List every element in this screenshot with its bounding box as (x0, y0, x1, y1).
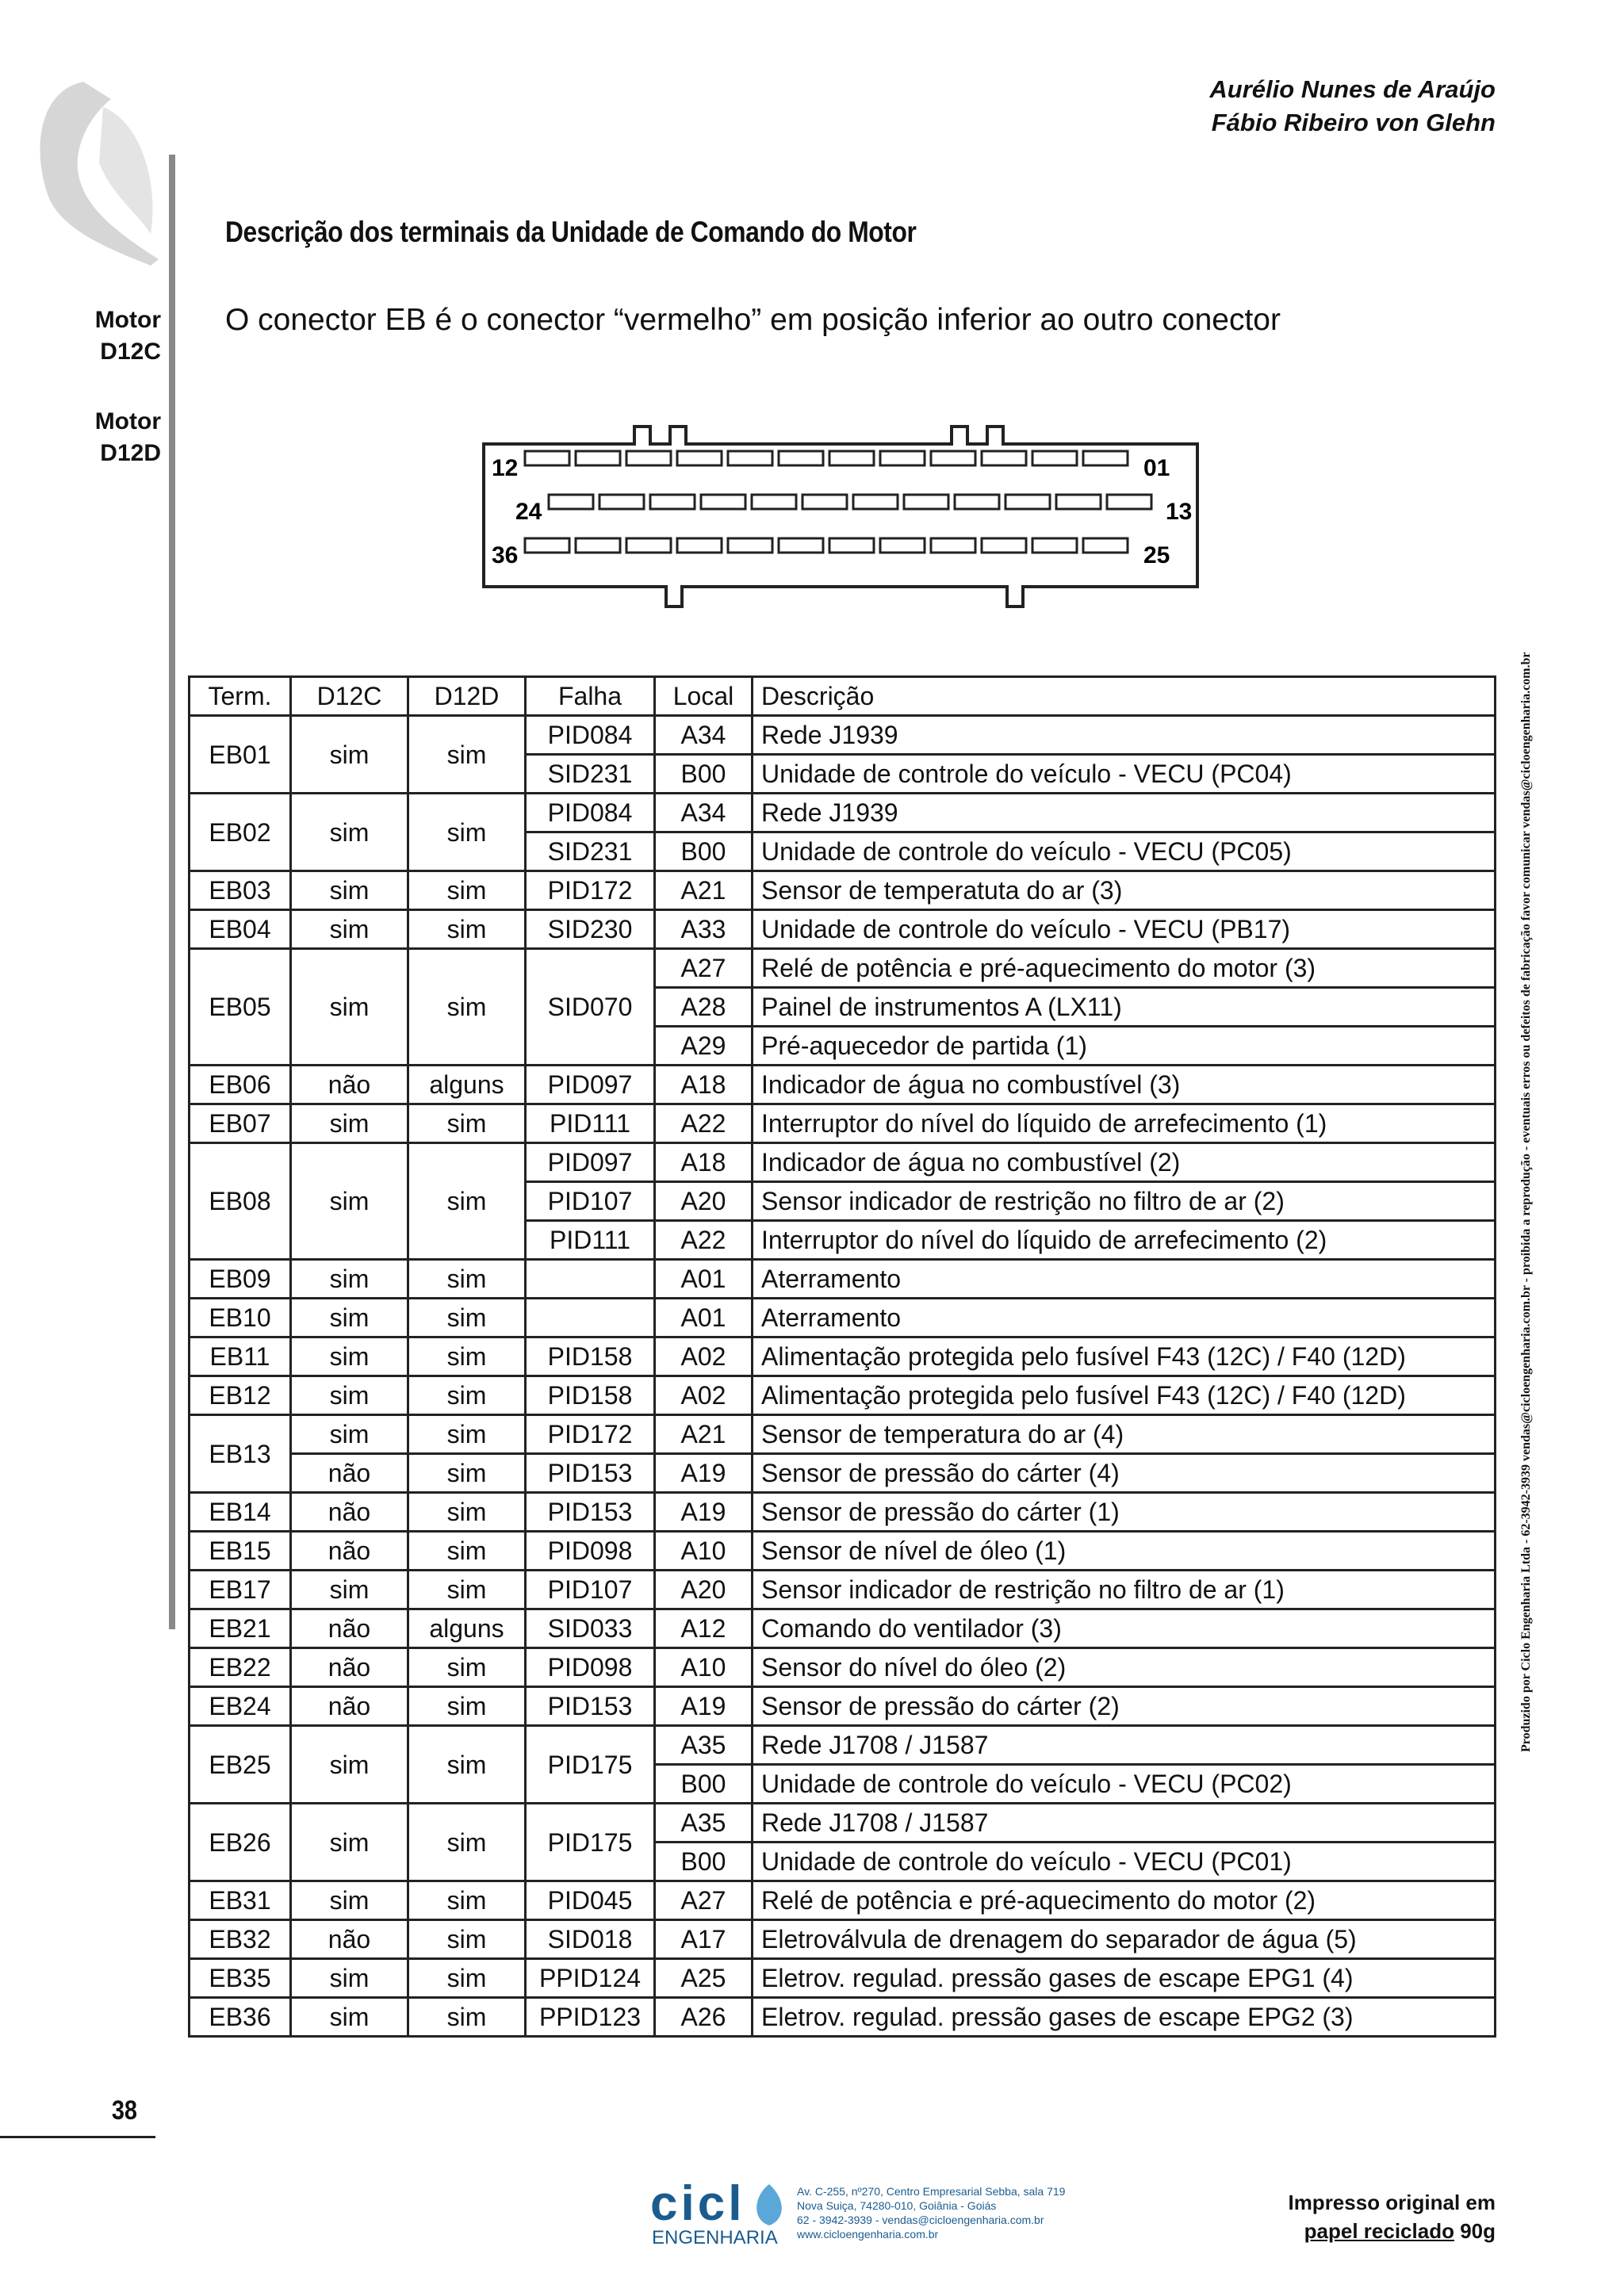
cell-falha: PID084 (526, 794, 655, 832)
column-header: D12D (408, 677, 526, 716)
cell-description: Sensor do nível do óleo (2) (753, 1648, 1496, 1687)
table-row (190, 1337, 1496, 1376)
address-line: www.cicloengenharia.com.br (797, 2228, 939, 2241)
column-header: Term. (190, 677, 291, 716)
pin-label: 36 (492, 542, 519, 568)
pin-slot (931, 538, 975, 553)
cell-d12c: sim (291, 1260, 408, 1299)
cell-description: Sensor de pressão do cárter (1) (753, 1493, 1496, 1532)
cell-local: B00 (655, 832, 753, 871)
cell-falha: PPID124 (526, 1959, 655, 1998)
cell-d12d: sim (408, 910, 526, 949)
table-row (190, 949, 1496, 988)
cell-d12d: sim (408, 1493, 526, 1532)
cell-local: A02 (655, 1337, 753, 1376)
cell-d12c: sim (291, 1337, 408, 1376)
margin-bar (169, 155, 175, 1629)
logo-subtext: ENGENHARIA (652, 2227, 778, 2248)
cell-term: EB07 (190, 1104, 291, 1143)
terminal-table (188, 675, 1496, 2038)
pin-slot (880, 538, 925, 553)
table-row (190, 1143, 1496, 1182)
cell-term: EB06 (190, 1066, 291, 1104)
cell-term: EB10 (190, 1299, 291, 1337)
cell-d12d: sim (408, 1104, 526, 1143)
cell-term: EB08 (190, 1143, 291, 1260)
cell-d12d: sim (408, 1454, 526, 1493)
page-number: 38 (111, 2095, 137, 2126)
cell-local: A35 (655, 1804, 753, 1843)
cell-falha: PID111 (526, 1221, 655, 1260)
table-row (190, 1687, 1496, 1726)
table-row (190, 1532, 1496, 1571)
cell-term: EB05 (190, 949, 291, 1066)
cell-term: EB04 (190, 910, 291, 949)
cell-term: EB13 (190, 1415, 291, 1493)
cell-falha: PID175 (526, 1804, 655, 1881)
table-row (190, 1609, 1496, 1648)
cell-d12d: alguns (408, 1066, 526, 1104)
cell-d12d: sim (408, 794, 526, 871)
cell-d12c: não (291, 1648, 408, 1687)
address-line: Av. C-255, nº270, Centro Empresarial Sebba, sala 719 (797, 2185, 1066, 2198)
printed-note (1288, 2188, 1496, 2245)
pin-slot (677, 538, 722, 553)
pin-slot (701, 495, 745, 509)
pin-slot (1107, 495, 1151, 509)
cell-description: Eletrov. regulad. pressão gases de escape EPG2 (3) (753, 1998, 1496, 2037)
pin-slot (525, 451, 569, 465)
cell-d12c: não (291, 1920, 408, 1959)
cell-description: Unidade de controle do veículo - VECU (PC01) (753, 1843, 1496, 1881)
cell-term: EB17 (190, 1571, 291, 1609)
pin-slot (904, 495, 948, 509)
pin-slot (779, 451, 823, 465)
cell-d12c: sim (291, 1804, 408, 1881)
cell-d12c: sim (291, 1571, 408, 1609)
cell-term: EB26 (190, 1804, 291, 1881)
decorative-logo-shape (24, 75, 167, 274)
table-row (190, 1299, 1496, 1337)
printed-line-1: Impresso original em (1288, 2191, 1496, 2214)
cell-falha: PID153 (526, 1687, 655, 1726)
table-header-row (190, 677, 1496, 716)
cell-local: B00 (655, 1765, 753, 1804)
table-row (190, 716, 1496, 755)
cell-description: Alimentação protegida pelo fusível F43 (12C) / F40 (12D) (753, 1376, 1496, 1415)
cell-local: A19 (655, 1454, 753, 1493)
cell-term: EB02 (190, 794, 291, 871)
pin-slot (576, 451, 620, 465)
cell-falha: SID070 (526, 949, 655, 1066)
cell-falha (526, 1260, 655, 1299)
cell-local: A12 (655, 1609, 753, 1648)
table-row (190, 1260, 1496, 1299)
cell-d12c: sim (291, 1143, 408, 1260)
pin-slot (626, 538, 671, 553)
pin-label: 13 (1166, 499, 1193, 525)
page-title: Descrição dos terminais da Unidade de Comando do Motor (225, 216, 917, 248)
pin-slot (752, 495, 796, 509)
cell-term: EB21 (190, 1609, 291, 1648)
pin-slot (650, 495, 695, 509)
cell-d12c: sim (291, 1959, 408, 1998)
address-line: Nova Suiça, 74280-010, Goiânia - Goiás (797, 2199, 997, 2212)
cell-falha: PID175 (526, 1726, 655, 1804)
cell-d12c: não (291, 1454, 408, 1493)
cell-description: Unidade de controle do veículo - VECU (PC05) (753, 832, 1496, 871)
cell-d12c: não (291, 1493, 408, 1532)
cell-description: Interruptor do nível do líquido de arrefecimento (1) (753, 1104, 1496, 1143)
cell-local: A18 (655, 1066, 753, 1104)
cell-falha: PID111 (526, 1104, 655, 1143)
cell-description: Unidade de controle do veículo - VECU (PC02) (753, 1765, 1496, 1804)
pin-slot (677, 451, 722, 465)
pin-slot (802, 495, 847, 509)
cell-falha: PID158 (526, 1337, 655, 1376)
cell-falha: PID097 (526, 1143, 655, 1182)
pin-slot (1005, 495, 1050, 509)
cell-description: Interruptor do nível do líquido de arrefecimento (2) (753, 1221, 1496, 1260)
cell-d12d: sim (408, 1376, 526, 1415)
printed-rest: 90g (1454, 2219, 1496, 2243)
subtitle: O conector EB é o conector “vermelho” em posição inferior ao outro conector (225, 303, 1281, 337)
cell-d12d: sim (408, 949, 526, 1066)
printed-underlined: papel reciclado (1304, 2219, 1454, 2243)
ciclo-logo-icon (650, 2176, 793, 2248)
connector-diagram (476, 420, 1205, 614)
cell-d12d: sim (408, 1881, 526, 1920)
table-row (190, 1104, 1496, 1143)
pin-slot (982, 451, 1026, 465)
cell-description: Alimentação protegida pelo fusível F43 (12C) / F40 (12D) (753, 1337, 1496, 1376)
cell-d12d: sim (408, 1260, 526, 1299)
cell-local: A22 (655, 1221, 753, 1260)
pin-slot (853, 495, 898, 509)
cell-description: Rede J1939 (753, 716, 1496, 755)
cell-falha: PID098 (526, 1532, 655, 1571)
pin-slot (779, 538, 823, 553)
cell-term: EB22 (190, 1648, 291, 1687)
cell-local: A22 (655, 1104, 753, 1143)
logo-text: cicl (650, 2176, 745, 2231)
column-header: D12C (291, 677, 408, 716)
cell-description: Eletrov. regulad. pressão gases de escape EPG1 (4) (753, 1959, 1496, 1998)
cell-d12c: sim (291, 1415, 408, 1454)
cell-description: Sensor de temperatura do ar (4) (753, 1415, 1496, 1454)
cell-local: A20 (655, 1571, 753, 1609)
cell-d12c: sim (291, 1726, 408, 1804)
cell-description: Sensor de temperatuta do ar (3) (753, 871, 1496, 910)
cell-description: Indicador de água no combustível (2) (753, 1143, 1496, 1182)
cell-local: A33 (655, 910, 753, 949)
column-header: Local (655, 677, 753, 716)
pin-slot (829, 538, 874, 553)
cell-term: EB12 (190, 1376, 291, 1415)
cell-description: Painel de instrumentos A (LX11) (753, 988, 1496, 1027)
cell-local: A18 (655, 1143, 753, 1182)
author-1: Aurélio Nunes de Araújo (1209, 75, 1496, 103)
cell-falha: SID231 (526, 755, 655, 794)
cell-description: Sensor indicador de restrição no filtro de ar (1) (753, 1571, 1496, 1609)
cell-falha: SID230 (526, 910, 655, 949)
cell-d12c: sim (291, 1104, 408, 1143)
cell-term: EB32 (190, 1920, 291, 1959)
cell-term: EB14 (190, 1493, 291, 1532)
cell-description: Rede J1708 / J1587 (753, 1726, 1496, 1765)
cell-d12d: sim (408, 1804, 526, 1881)
motor-label-d12c (95, 304, 161, 368)
table-row (190, 910, 1496, 949)
cell-description: Unidade de controle do veículo - VECU (PC04) (753, 755, 1496, 794)
cell-local: A27 (655, 949, 753, 988)
cell-local: A17 (655, 1920, 753, 1959)
cell-d12c: sim (291, 794, 408, 871)
cell-falha: PID172 (526, 1415, 655, 1454)
cell-d12d: sim (408, 1648, 526, 1687)
pin-slot (1056, 495, 1101, 509)
cell-d12c: sim (291, 1998, 408, 2037)
cell-description: Aterramento (753, 1260, 1496, 1299)
pin-slot (1032, 451, 1077, 465)
cell-description: Sensor de pressão do cárter (4) (753, 1454, 1496, 1493)
cell-term: EB01 (190, 716, 291, 794)
cell-description: Sensor indicador de restrição no filtro de ar (2) (753, 1182, 1496, 1221)
pin-slot (525, 538, 569, 553)
cell-d12c: sim (291, 1299, 408, 1337)
cell-d12c: sim (291, 1376, 408, 1415)
cell-term: EB11 (190, 1337, 291, 1376)
cell-d12d: sim (408, 1337, 526, 1376)
cell-description: Rede J1708 / J1587 (753, 1804, 1496, 1843)
table-row (190, 1571, 1496, 1609)
cell-local: A01 (655, 1299, 753, 1337)
cell-d12d: sim (408, 1571, 526, 1609)
cell-description: Aterramento (753, 1299, 1496, 1337)
cell-description: Pré-aquecedor de partida (1) (753, 1027, 1496, 1066)
cell-d12d: sim (408, 1532, 526, 1571)
cell-local: B00 (655, 755, 753, 794)
cell-local: A10 (655, 1532, 753, 1571)
cell-description: Eletroválvula de drenagem do separador de água (5) (753, 1920, 1496, 1959)
footer-address (797, 2184, 1065, 2241)
cell-d12c: sim (291, 1881, 408, 1920)
cell-falha: PID107 (526, 1571, 655, 1609)
cell-description: Rede J1939 (753, 794, 1496, 832)
cell-term: EB25 (190, 1726, 291, 1804)
cell-d12c: sim (291, 910, 408, 949)
cell-local: A21 (655, 1415, 753, 1454)
cell-d12d: sim (408, 1998, 526, 2037)
cell-d12d: sim (408, 1415, 526, 1454)
column-header: Descrição (753, 677, 1496, 716)
pin-slot (955, 495, 999, 509)
cell-term: EB31 (190, 1881, 291, 1920)
pin-slot (1083, 538, 1128, 553)
motor-label-line: Motor (94, 408, 161, 434)
cell-falha: PID172 (526, 871, 655, 910)
pin-label: 01 (1143, 455, 1170, 481)
connector-slots (525, 451, 1151, 553)
cell-local: A02 (655, 1376, 753, 1415)
table-row (190, 1959, 1496, 1998)
pin-slot (549, 495, 593, 509)
cell-local: A19 (655, 1687, 753, 1726)
table-row (190, 1454, 1496, 1493)
cell-falha: SID018 (526, 1920, 655, 1959)
cell-falha: PID045 (526, 1881, 655, 1920)
side-copyright-note: Produzido por Ciclo Engenharia Ltda - 62-3942-3939 vendas@cicloengenharia.com.br - proibida a reprodução - eventuais erros ou defeitos de fabricação favor comunicar vendas@cicloengenharia.com.br (1519, 652, 1533, 1752)
cell-description: Unidade de controle do veículo - VECU (PB17) (753, 910, 1496, 949)
table-row (190, 1998, 1496, 2037)
cell-falha: PPID123 (526, 1998, 655, 2037)
address-line: 62 - 3942-3939 - vendas@cicloengenharia.com.br (797, 2214, 1044, 2226)
pin-label: 25 (1143, 542, 1170, 568)
cell-description: Relé de potência e pré-aquecimento do motor (3) (753, 949, 1496, 988)
table-body (190, 716, 1496, 2037)
pin-slot (931, 451, 975, 465)
pin-slot (728, 538, 772, 553)
table-row (190, 1415, 1496, 1454)
cell-local: A27 (655, 1881, 753, 1920)
cell-local: B00 (655, 1843, 753, 1881)
cell-d12d: alguns (408, 1609, 526, 1648)
cell-local: A10 (655, 1648, 753, 1687)
footer-logo (650, 2176, 793, 2252)
cell-local: A29 (655, 1027, 753, 1066)
cell-d12d: sim (408, 1726, 526, 1804)
table-row (190, 1804, 1496, 1843)
pin-slot (728, 451, 772, 465)
cell-falha: PID098 (526, 1648, 655, 1687)
cell-term: EB09 (190, 1260, 291, 1299)
cell-falha (526, 1299, 655, 1337)
cell-falha: PID153 (526, 1454, 655, 1493)
pin-slot (1083, 451, 1128, 465)
pin-slot (599, 495, 644, 509)
table-row (190, 1920, 1496, 1959)
cell-description: Sensor de nível de óleo (1) (753, 1532, 1496, 1571)
motor-label-line: D12D (100, 440, 161, 466)
cell-local: A25 (655, 1959, 753, 1998)
table-row (190, 1648, 1496, 1687)
pin-label: 12 (492, 455, 519, 481)
cell-term: EB15 (190, 1532, 291, 1571)
cell-d12c: não (291, 1609, 408, 1648)
table-row (190, 871, 1496, 910)
page-number-rule (0, 2136, 155, 2138)
cell-falha: PID107 (526, 1182, 655, 1221)
cell-local: A21 (655, 871, 753, 910)
cell-description: Indicador de água no combustível (3) (753, 1066, 1496, 1104)
cell-term: EB35 (190, 1959, 291, 1998)
cell-d12d: sim (408, 1920, 526, 1959)
cell-d12d: sim (408, 716, 526, 794)
cell-term: EB24 (190, 1687, 291, 1726)
cell-falha: PID084 (526, 716, 655, 755)
cell-description: Relé de potência e pré-aquecimento do motor (2) (753, 1881, 1496, 1920)
cell-d12d: sim (408, 1687, 526, 1726)
cell-d12c: sim (291, 716, 408, 794)
motor-label-line: D12C (100, 339, 161, 365)
cell-falha: PID153 (526, 1493, 655, 1532)
table-row (190, 794, 1496, 832)
column-header: Falha (526, 677, 655, 716)
cell-d12c: sim (291, 949, 408, 1066)
cell-d12c: sim (291, 871, 408, 910)
cell-local: A19 (655, 1493, 753, 1532)
cell-falha: PID158 (526, 1376, 655, 1415)
table-row (190, 1726, 1496, 1765)
motor-label-line: Motor (94, 307, 161, 333)
cell-term: EB36 (190, 1998, 291, 2037)
author-2: Fábio Ribeiro von Glehn (1211, 109, 1496, 136)
cell-d12d: sim (408, 1959, 526, 1998)
cell-d12c: não (291, 1687, 408, 1726)
cell-local: A35 (655, 1726, 753, 1765)
cell-local: A20 (655, 1182, 753, 1221)
pin-slot (626, 451, 671, 465)
cell-description: Comando do ventilador (3) (753, 1609, 1496, 1648)
cell-d12c: não (291, 1532, 408, 1571)
table-row (190, 1066, 1496, 1104)
cell-d12c: não (291, 1066, 408, 1104)
printed-line-2 (1288, 2217, 1496, 2245)
cell-d12d: sim (408, 1143, 526, 1260)
pin-slot (576, 538, 620, 553)
cell-d12d: sim (408, 1299, 526, 1337)
cell-description: Sensor de pressão do cárter (2) (753, 1687, 1496, 1726)
cell-falha: SID033 (526, 1609, 655, 1648)
cell-local: A34 (655, 716, 753, 755)
cell-local: A28 (655, 988, 753, 1027)
cell-local: A26 (655, 1998, 753, 2037)
pin-slot (880, 451, 925, 465)
cell-d12d: sim (408, 871, 526, 910)
motor-label-d12d (95, 406, 161, 469)
pin-slot (1032, 538, 1077, 553)
table-row (190, 1376, 1496, 1415)
cell-local: A34 (655, 794, 753, 832)
table-row (190, 1493, 1496, 1532)
cell-term: EB03 (190, 871, 291, 910)
cell-falha: SID231 (526, 832, 655, 871)
table-row (190, 1881, 1496, 1920)
pin-label: 24 (515, 499, 542, 525)
pin-slot (982, 538, 1026, 553)
cell-falha: PID097 (526, 1066, 655, 1104)
cell-local: A01 (655, 1260, 753, 1299)
authors (1209, 73, 1496, 140)
pin-slot (829, 451, 874, 465)
